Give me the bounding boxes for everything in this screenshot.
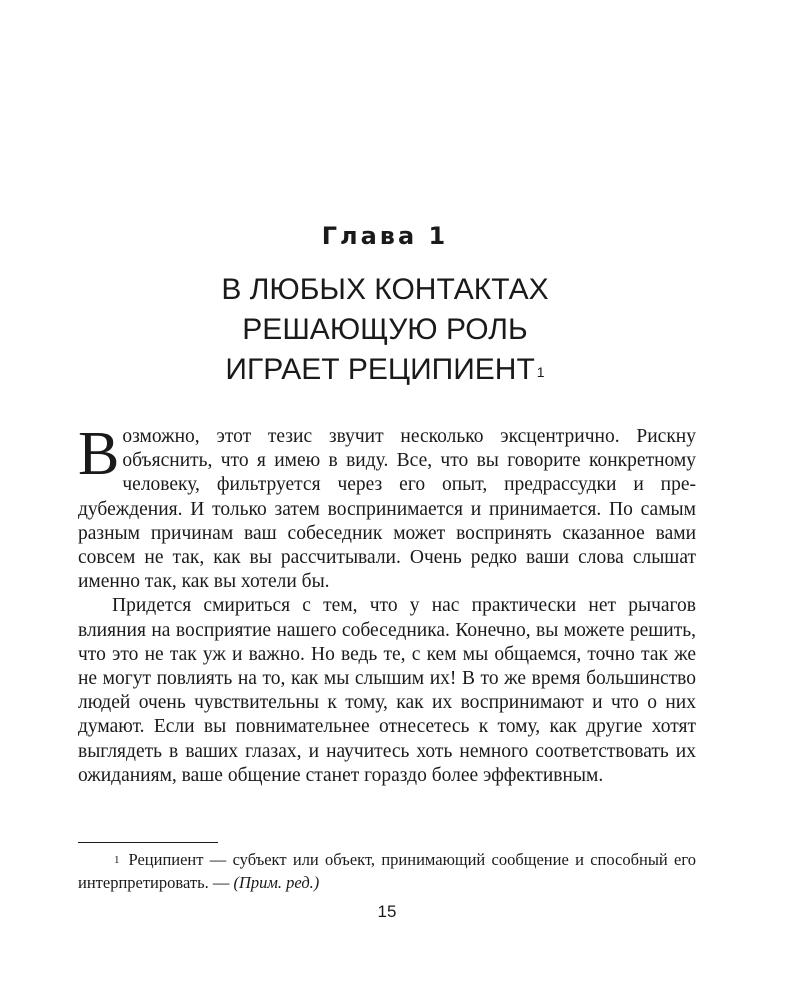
drop-cap: В: [78, 420, 120, 488]
footnote-editor-note: (Прим. ред.): [233, 873, 320, 892]
chapter-title: [0, 270, 770, 390]
footnote-text: Реципиент — субъект или объект, принимающий сообщение и способный его интерпретировать. —: [78, 850, 696, 892]
title-footnote-mark: 1: [536, 364, 545, 380]
chapter-label: Глава 1: [321, 222, 449, 250]
chapter-title-line-2: РЕШАЮЩУЮ РОЛЬ: [242, 313, 528, 346]
footnote-divider: [78, 842, 218, 843]
paragraph-1-text: озможно, этот тезис звучит несколько эксцентрично. Рискну объяснить, что я имею в виду. Все, что вы говорите конкретному человеку, фильтруется через его опыт, предрассудки и предубеждения. И только затем воспринимается и принимается. По самым разным причинам ваш собеседник может воспринять сказанное вами совсем не так, как вы рассчитывали. Очень редко ваши слова слышат именно так, как вы хотели бы.: [78, 426, 696, 593]
chapter-title-line-3-text: ИГРАЕТ РЕЦИПИЕНТ: [225, 353, 535, 386]
paragraph-1: [78, 420, 696, 594]
page-number: 15: [377, 902, 397, 921]
chapter-title-line-3: [0, 350, 770, 390]
paragraph-2: Придется смириться с тем, что у нас практически нет рычагов влияния на восприятие нашего собеседника. Конечно, вы можете решить, что это не так уж и важно. Но ведь те, с кем мы общаемся, точно так же не могут повлиять на то, как мы слышим их! В то же время большинство людей очень чувствительны к тому, как их воспринимают и что о них думают. Если вы повнимательнее отнесетесь к тому, как другие хотят выглядеть в ваших глазах, и научитесь хоть немного соответствовать их ожиданиям, ваше общение станет гораздо более эффективным.: [78, 595, 696, 786]
footnote: [78, 848, 696, 894]
body-text: [78, 420, 696, 788]
footnote-mark: 1: [114, 854, 120, 866]
chapter-title-line-1: В ЛЮБЫХ КОНТАКТАХ: [221, 273, 549, 306]
